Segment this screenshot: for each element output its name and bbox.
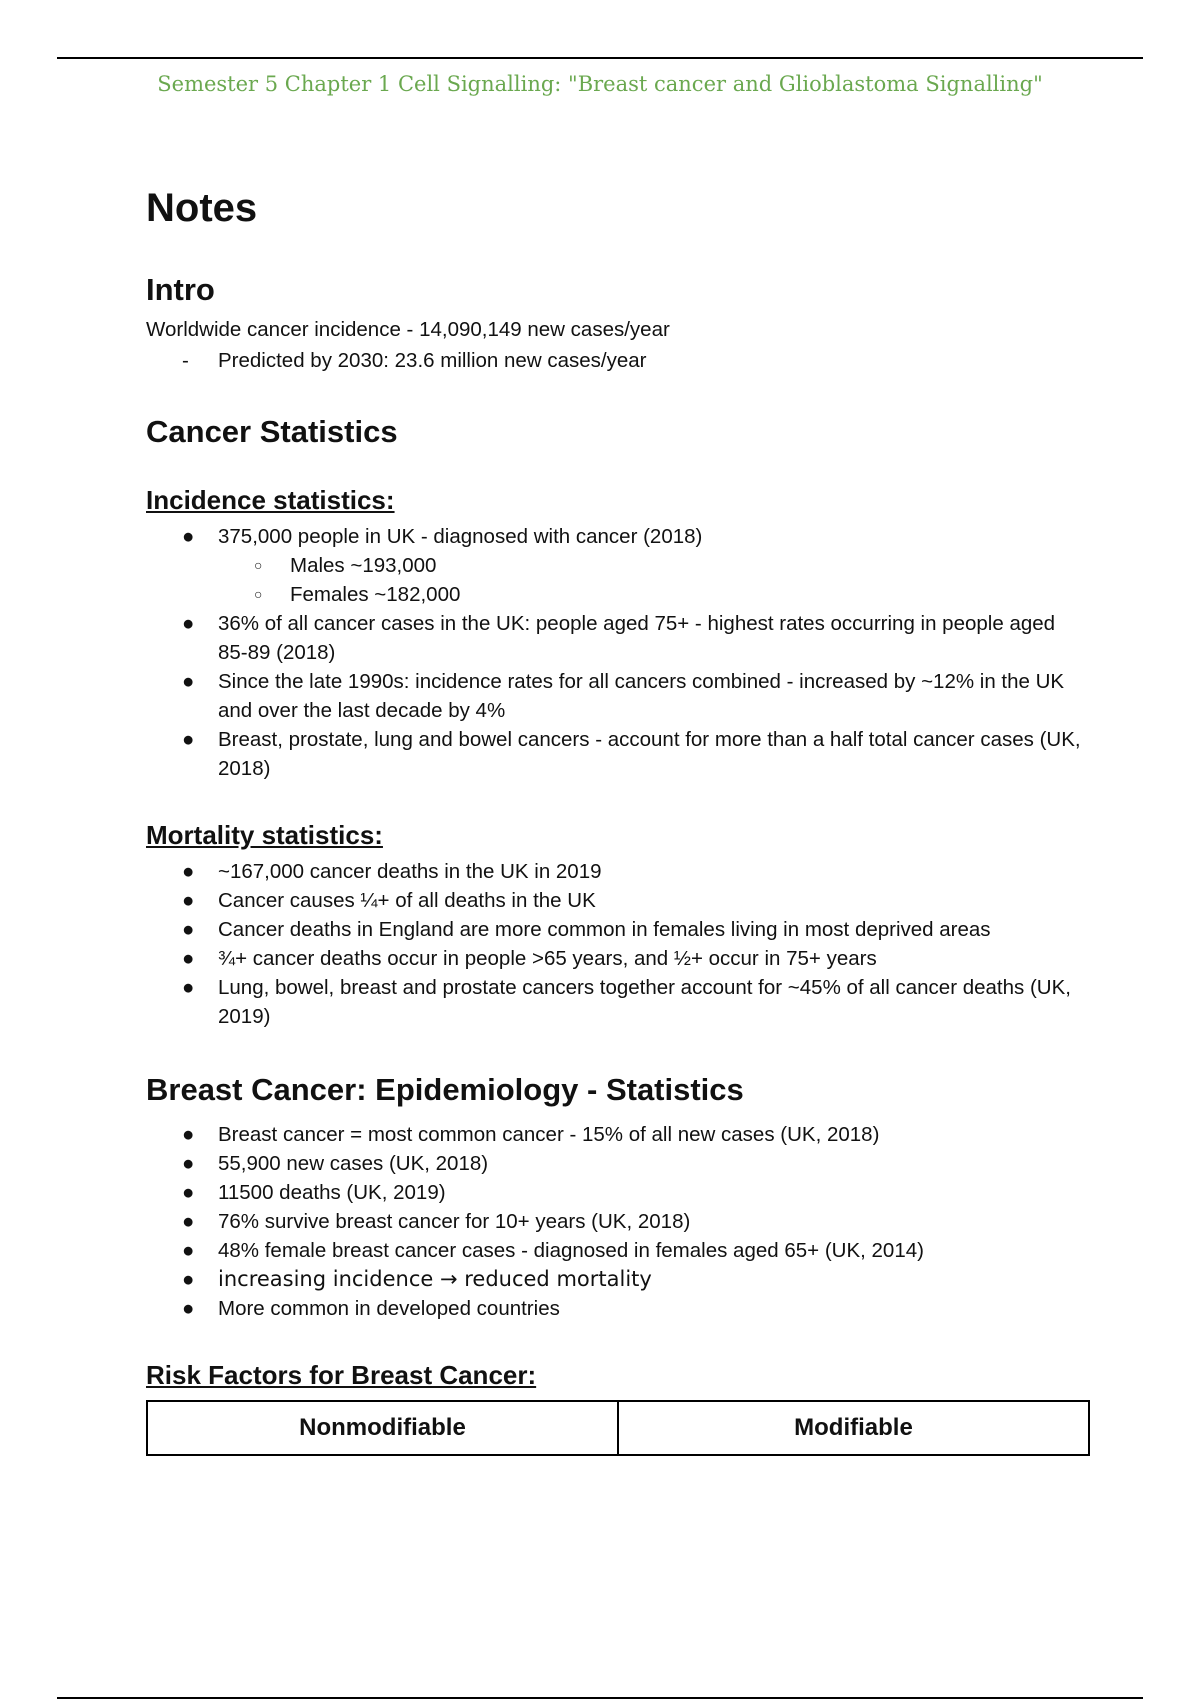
- list-item: ● ~167,000 cancer deaths in the UK in 2019: [146, 857, 1086, 886]
- incidence-list: [146, 522, 1086, 783]
- intro-list: [146, 346, 1086, 375]
- sub-list-wrapper: [146, 551, 1086, 609]
- bullet-icon: ●: [182, 1297, 195, 1320]
- list-item: ● 36% of all cancer cases in the UK: people aged 75+ - highest rates occurring in people aged 85-89 (2018): [146, 609, 1086, 667]
- bullet-icon: ●: [182, 1181, 195, 1204]
- top-rule: [57, 57, 1143, 59]
- risk-factors-table: [146, 1400, 1090, 1456]
- bullet-icon: ●: [182, 889, 195, 912]
- bullet-icon: ●: [182, 947, 195, 970]
- bullet-icon: ●: [182, 612, 195, 635]
- list-item: ● increasing incidence → reduced mortality: [146, 1265, 1086, 1294]
- bottom-rule: [57, 1697, 1143, 1699]
- notes-title: Notes: [146, 186, 258, 230]
- list-item: ● Cancer deaths in England are more common in females living in most deprived areas: [146, 915, 1086, 944]
- column-header-nonmodifiable: Nonmodifiable: [147, 1401, 618, 1455]
- bullet-icon: ●: [182, 1268, 195, 1291]
- bullet-icon: ●: [182, 670, 195, 693]
- bullet-icon: ●: [182, 976, 195, 999]
- list-item: ● ¾+ cancer deaths occur in people >65 years, and ½+ occur in 75+ years: [146, 944, 1086, 973]
- breast-cancer-list: [146, 1120, 1086, 1323]
- bullet-icon: ●: [182, 918, 195, 941]
- list-item: ● Breast, prostate, lung and bowel cancers - account for more than a half total cancer cases (UK, 2018): [146, 725, 1086, 783]
- list-item: ● 11500 deaths (UK, 2019): [146, 1178, 1086, 1207]
- list-item: ● 375,000 people in UK - diagnosed with cancer (2018): [146, 522, 1086, 551]
- bullet-icon: ●: [182, 728, 195, 751]
- list-item: ● Lung, bowel, breast and prostate cancers together account for ~45% of all cancer deaths (UK, 2019): [146, 973, 1086, 1031]
- bullet-icon: ●: [182, 525, 195, 548]
- incidence-sub-list: [146, 551, 1086, 609]
- bullet-icon: ●: [182, 860, 195, 883]
- circle-bullet-icon: ○: [254, 557, 263, 573]
- mortality-list: [146, 857, 1086, 1031]
- page-header-title: Semester 5 Chapter 1 Cell Signalling: "Breast cancer and Glioblastoma Signalling": [157, 72, 1043, 96]
- bullet-icon: ●: [182, 1210, 195, 1233]
- list-item: ● Cancer causes ¼+ of all deaths in the UK: [146, 886, 1086, 915]
- intro-text: Worldwide cancer incidence - 14,090,149 new cases/year: [146, 318, 670, 341]
- column-header-modifiable: Modifiable: [618, 1401, 1089, 1455]
- risk-factors-heading: Risk Factors for Breast Cancer:: [146, 1360, 537, 1390]
- list-item: ● Since the late 1990s: incidence rates for all cancers combined - increased by ~12% in the UK and over the last decade by 4%: [146, 667, 1086, 725]
- list-item: ● 48% female breast cancer cases - diagnosed in females aged 65+ (UK, 2014): [146, 1236, 1086, 1265]
- list-item: ● More common in developed countries: [146, 1294, 1086, 1323]
- breast-cancer-heading: Breast Cancer: Epidemiology - Statistics: [146, 1072, 744, 1107]
- sub-list-item: ○ Females ~182,000: [146, 580, 1086, 609]
- mortality-heading: Mortality statistics:: [146, 820, 383, 850]
- intro-heading: Intro: [146, 272, 215, 307]
- list-item: ● 55,900 new cases (UK, 2018): [146, 1149, 1086, 1178]
- bullet-icon: ●: [182, 1239, 195, 1262]
- dash-bullet-icon: -: [182, 349, 189, 372]
- circle-bullet-icon: ○: [254, 586, 263, 602]
- list-item: ● 76% survive breast cancer for 10+ years (UK, 2018): [146, 1207, 1086, 1236]
- sub-list-item: ○ Males ~193,000: [146, 551, 1086, 580]
- incidence-heading: Incidence statistics:: [146, 485, 395, 515]
- table-header-row: [147, 1401, 1089, 1455]
- cancer-statistics-heading: Cancer Statistics: [146, 414, 398, 449]
- list-item: ● Breast cancer = most common cancer - 15% of all new cases (UK, 2018): [146, 1120, 1086, 1149]
- bullet-icon: ●: [182, 1152, 195, 1175]
- bullet-icon: ●: [182, 1123, 195, 1146]
- list-item: - Predicted by 2030: 23.6 million new cases/year: [146, 346, 1086, 375]
